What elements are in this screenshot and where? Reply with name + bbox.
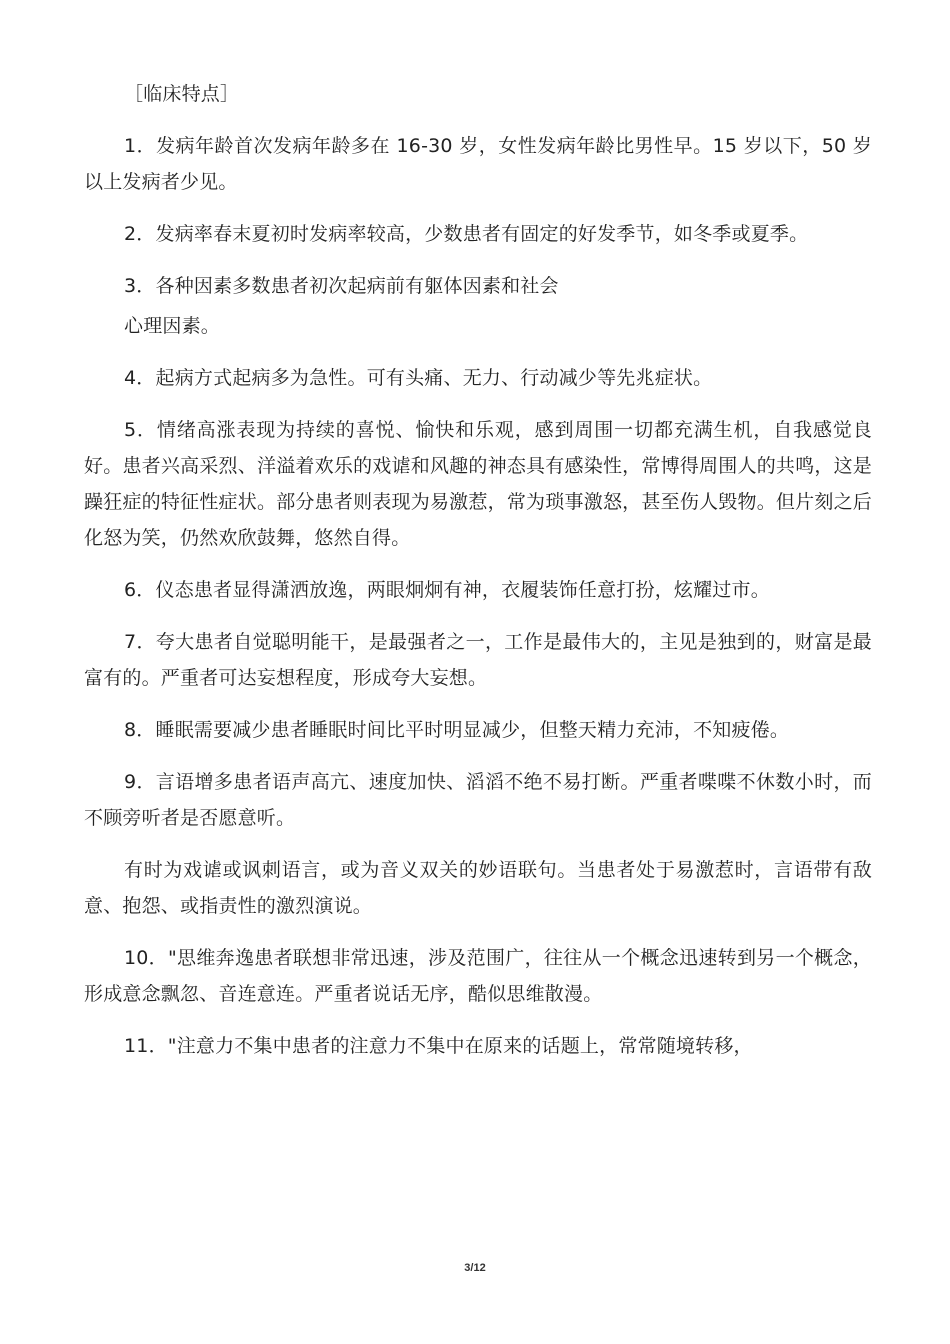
paragraph-flight-of-ideas: 10．"思维奔逸患者联想非常迅速，涉及范围广，往往从一个概念迅速转到另一个概念，形成意念飘忽、音连意连。严重者说话无序，酷似思维散漫。 (84, 947, 872, 1005)
document-body (84, 76, 872, 1080)
paragraph-sleep: 8．睡眠需要减少患者睡眠时间比平时明显减少，但整天精力充沛，不知疲倦。 (124, 719, 790, 741)
paragraph-onset-age: 1．发病年龄首次发病年龄多在 16-30 岁，女性发病年龄比男性早。15 岁以下，50 岁以上发病者少见。 (84, 135, 872, 193)
paragraph-attention: 11．"注意力不集中患者的注意力不集中在原来的话题上，常常随境转移， (124, 1035, 753, 1057)
paragraph-grandiosity: 7．夸大患者自觉聪明能干，是最强者之一，工作是最伟大的，主见是独到的，财富是最富有的。严重者可达妄想程度，形成夸大妄想。 (84, 631, 872, 689)
paragraph-demeanor: 6．仪态患者显得潇洒放逸，两眼炯炯有神，衣履装饰任意打扮，炫耀过市。 (124, 579, 770, 601)
paragraph-elevated-mood: 5．情绪高涨表现为持续的喜悦、愉快和乐观，感到周围一切都充满生机，自我感觉良好。患者兴高采烈、洋溢着欢乐的戏谑和风趣的神态具有感染性，常博得周围人的共鸣，这是躁狂症的特征性症状。部分患者则表现为易激惹，常为琐事激怒，甚至伤人毁物。但片刻之后化怒为笑，仍然欢欣鼓舞，悠然自得。 (84, 419, 872, 549)
paragraph-onset-mode: 4．起病方式起病多为急性。可有头痛、无力、行动减少等先兆症状。 (124, 367, 713, 389)
section-heading: ［临床特点］ (124, 83, 240, 105)
page-number: 3/12 (464, 1262, 486, 1274)
paragraph-incidence: 2．发病率春末夏初时发病率较高，少数患者有固定的好发季节，如冬季或夏季。 (124, 223, 809, 245)
paragraph-factors: 3．各种因素多数患者初次起病前有躯体因素和社会 (124, 275, 559, 297)
paragraph-speech: 9．言语增多患者语声高亢、速度加快、滔滔不绝不易打断。严重者喋喋不休数小时，而不顾旁听者是否愿意听。 (84, 771, 872, 829)
paragraph-factors-continued: 心理因素。 (124, 315, 221, 337)
paragraph-speech-continued: 有时为戏谑或讽刺语言，或为音义双关的妙语联句。当患者处于易激惹时，言语带有敌意、抱怨、或指责性的激烈演说。 (84, 859, 872, 917)
